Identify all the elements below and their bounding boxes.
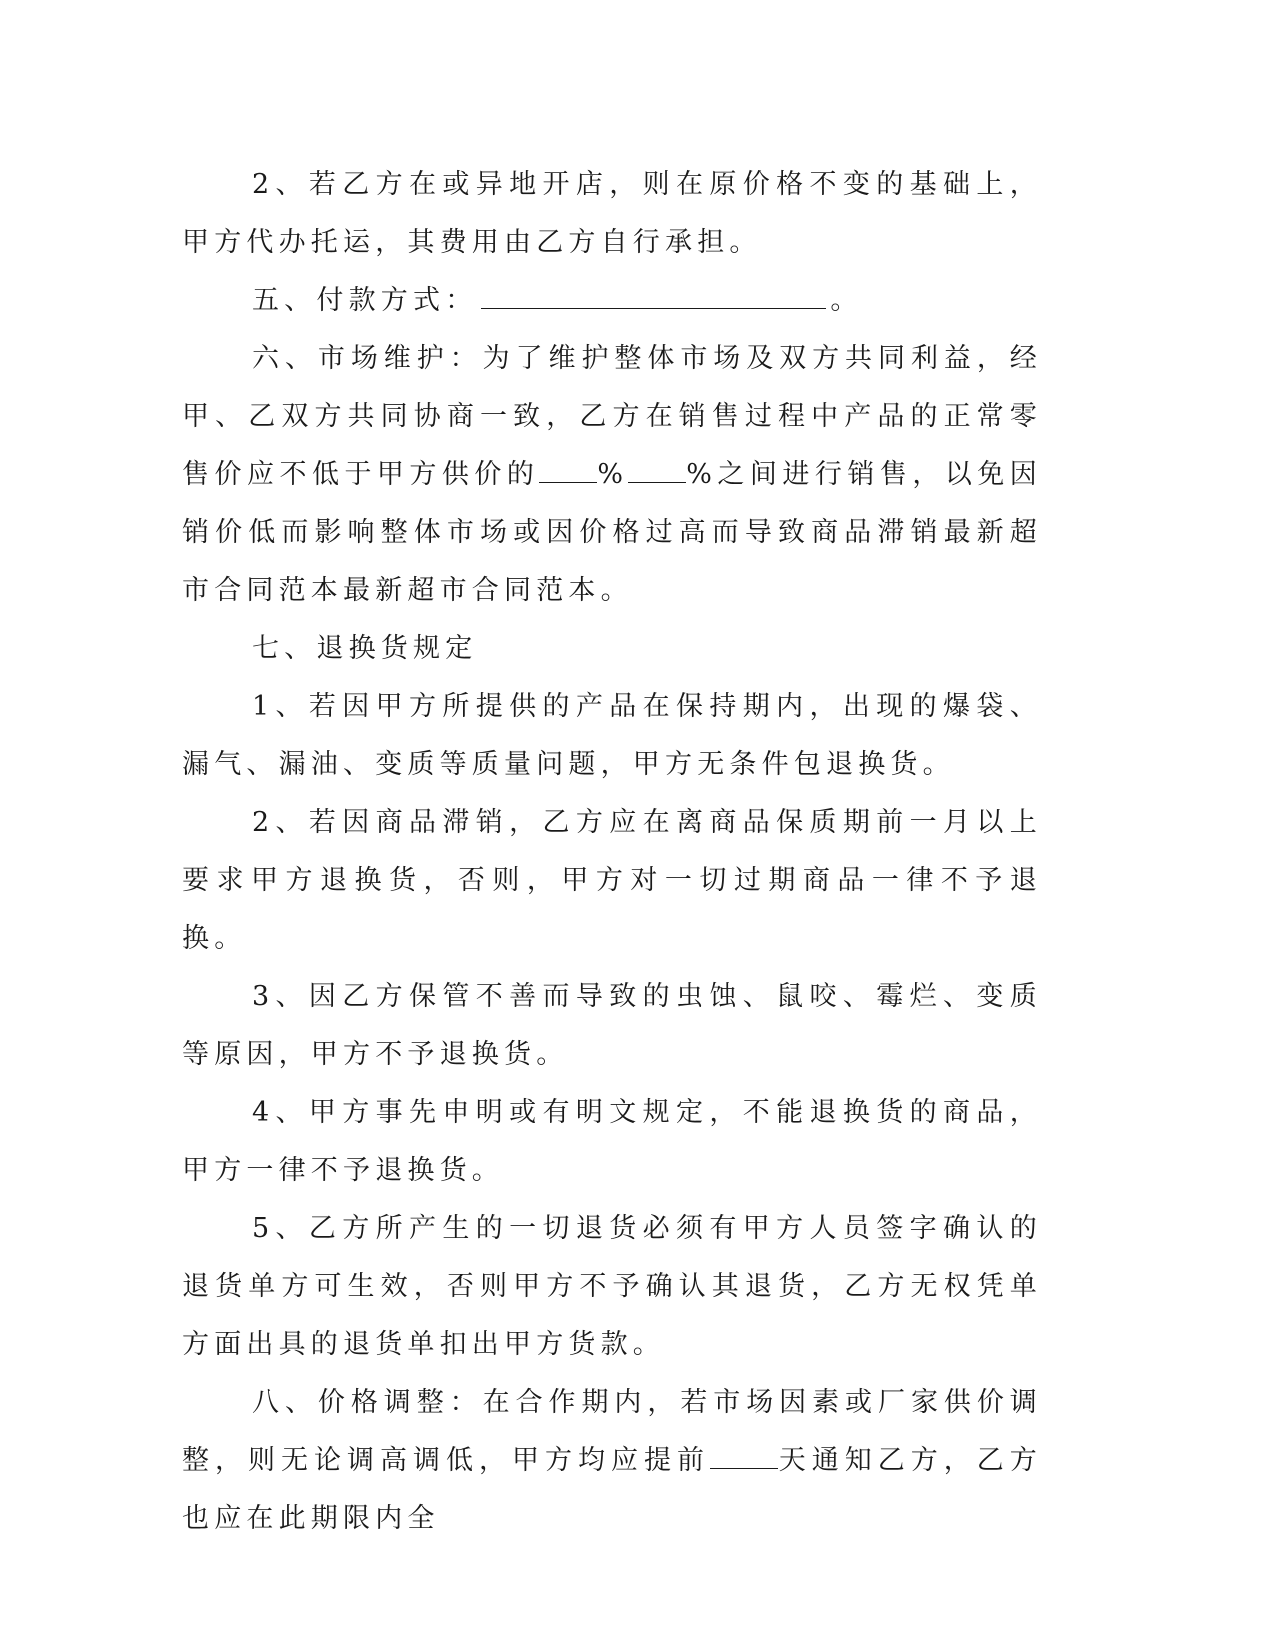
percent-sign-1: %: [597, 459, 629, 490]
payment-method-blank: [481, 278, 826, 309]
paragraph-shipping: 2、若乙方在或异地开店，则在原价格不变的基础上，甲方代办托运，其费用由乙方自行承担。: [182, 169, 1042, 258]
notice-days-blank: [710, 1438, 778, 1469]
paragraph-returns-5: 5、乙方所产生的一切退货必须有甲方人员签字确认的退货单方可生效，否则甲方不予确认其退货，乙方无权凭单方面出具的退货单扣出甲方货款。: [182, 1213, 1042, 1360]
paragraph-market-maintenance: [182, 330, 1042, 620]
market-maintenance-text-end: %之间进行销售，以免因销价低而影响整体市场或因价格过高而导致商品滞销最新超市合同范本最新超市合同范本。: [182, 459, 1042, 606]
price-adjustment-text: 八、价格调整：在合作期内，若市场因素或厂家供价调整，则无论调高调低，甲方均应提前: [182, 1387, 1042, 1476]
payment-method-end: 。: [830, 285, 863, 316]
paragraph-returns-3: 3、因乙方保管不善而导致的虫蚀、鼠咬、霉烂、变质等原因，甲方不予退换货。: [182, 981, 1042, 1070]
price-range-max-blank: [628, 452, 686, 483]
document-body: [182, 156, 1042, 1548]
heading-returns-rules: 七、退换货规定: [252, 633, 478, 664]
price-range-min-blank: [539, 452, 597, 483]
paragraph-price-adjustment: [182, 1374, 1042, 1548]
paragraph-returns-4: 4、甲方事先申明或有明文规定，不能退换货的商品，甲方一律不予退换货。: [182, 1097, 1042, 1186]
paragraph-returns-2: 2、若因商品滞销，乙方应在离商品保质期前一月以上要求甲方退换货，否则，甲方对一切过期商品一律不予退换。: [182, 807, 1042, 954]
payment-method-label: 五、付款方式：: [252, 285, 478, 316]
price-adjustment-text-end: 天通知乙方，乙方也应在此期限内全: [182, 1445, 1042, 1534]
paragraph-payment-method: [182, 272, 1042, 330]
market-maintenance-text: 六、市场维护：为了维护整体市场及双方共同利益，经甲、乙双方共同协商一致，乙方在销售过程中产品的正常零售价应不低于甲方供价的: [182, 343, 1042, 490]
paragraph-returns-1: 1、若因甲方所提供的产品在保持期内，出现的爆袋、漏气、漏油、变质等质量问题，甲方无条件包退换货。: [182, 691, 1042, 780]
